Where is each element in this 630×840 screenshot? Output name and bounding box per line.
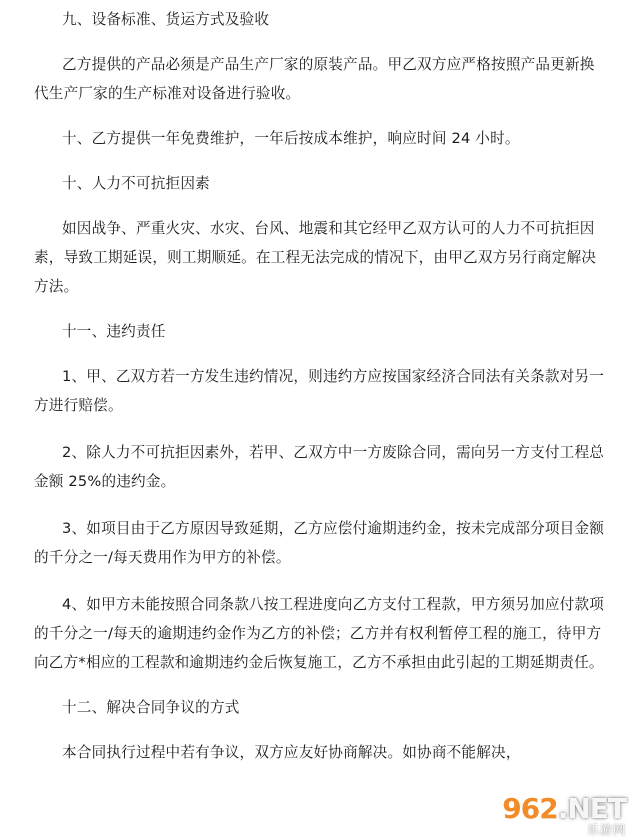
paragraph-dispute: 本合同执行过程中若有争议，双方应友好协商解决。如协商不能解决， (62, 744, 521, 761)
paragraph-breach-4: 4、如甲方未能按照合同条款八按工程进度向乙方支付工程款，甲方须另加应付款项的千分之一/每天的逾期违约金作为乙方的补偿；乙方并有权利暂停工程的施工，待甲方向乙方*相应的工程款和逾期违约金后恢复施工，乙方不承担由此引起的工期延期责任。 (34, 596, 605, 671)
paragraph-force-majeure: 如因战争、严重火灾、水灾、台风、地震和其它经甲乙双方认可的人力不可抗拒因素，导致工期延误，则工期顺延。在工程无法完成的情况下，由甲乙双方另行商定解决方法。 (34, 220, 597, 295)
paragraph-breach-2: 2、除人力不可抗拒因素外，若甲、乙双方中一方废除合同，需向另一方支付工程总金额 25%的违约金。 (34, 444, 605, 490)
section-heading-12: 十二、解决合同争议的方式 (62, 699, 240, 716)
watermark-subtitle: 乐游网 (586, 823, 626, 837)
section-heading-11: 十一、违约责任 (62, 323, 166, 340)
paragraph-breach-1: 1、甲、乙双方若一方发生违约情况，则违约方应按国家经济合同法有关条款对另一方进行赔偿。 (34, 368, 605, 414)
section-heading-10-force-majeure: 十、人力不可抗拒因素 (62, 175, 210, 192)
paragraph-acceptance: 乙方提供的产品必须是产品生产厂家的原装产品。甲乙双方应严格按照产品更新换代生产厂家的生产标准对设备进行验收。 (34, 56, 595, 102)
section-heading-10-maintenance: 十、乙方提供一年免费维护，一年后按成本维护，响应时间 24 小时。 (62, 130, 520, 147)
paragraph-breach-3: 3、如项目由于乙方原因导致延期，乙方应偿付逾期违约金，按未完成部分项目金额的千分之一/每天费用作为甲方的补偿。 (34, 520, 605, 566)
watermark-logo: 962.NET (502, 792, 626, 825)
section-heading-9: 九、设备标准、货运方式及验收 (62, 11, 270, 28)
